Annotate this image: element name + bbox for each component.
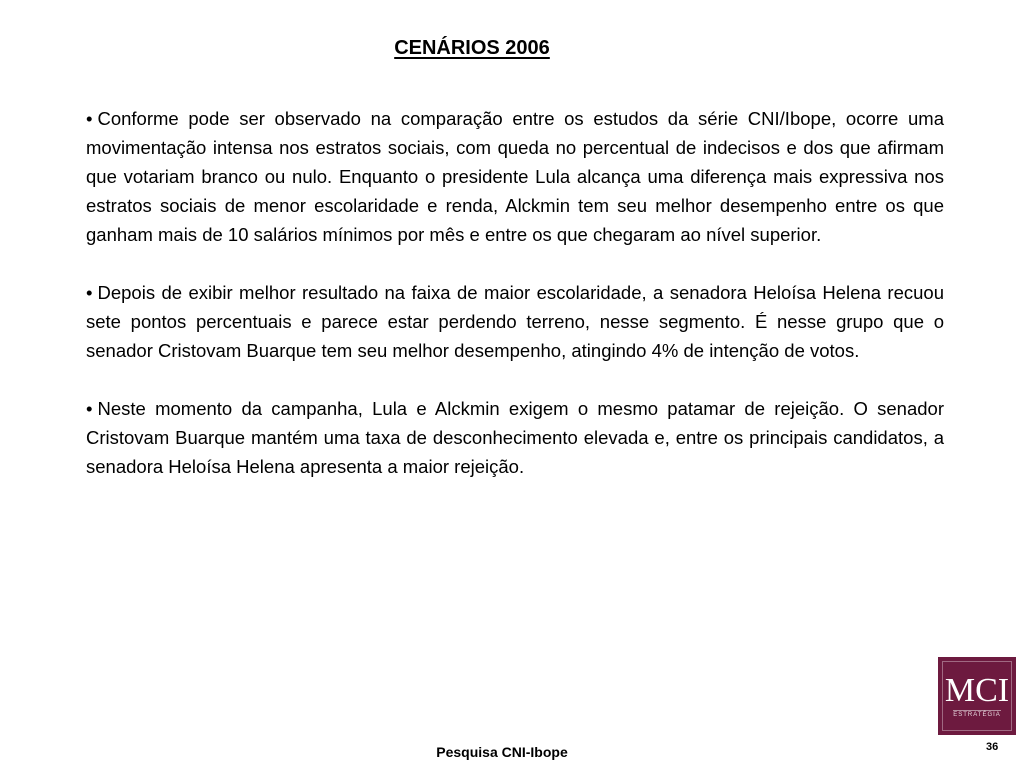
footer-source: Pesquisa CNI-Ibope	[436, 744, 568, 760]
bullet-icon: •	[86, 398, 93, 419]
logo-frame	[942, 661, 1012, 731]
bullet-paragraph-1	[86, 104, 944, 249]
logo-sub-text: ESTRATÉGIA	[953, 712, 1001, 718]
slide-title: CENÁRIOS 2006	[394, 37, 550, 59]
page-number: 36	[986, 741, 999, 753]
paragraph-text: Conforme pode ser observado na comparação entre os estudos da série CNI/Ibope, ocorre uma movimentação intensa nos estratos sociais, com queda no percentual de indecisos e dos que afirmam que votariam branco ou nulo. Enquanto o presidente Lula alcança uma diferença mais expressiva nos estratos sociais de menor escolaridade e renda, Alckmin tem seu melhor desempenho entre os que ganham mais de 10 salários mínimos por mês e entre os que chegaram ao nível superior.	[86, 108, 944, 245]
mci-logo	[938, 657, 1016, 735]
bullet-icon: •	[86, 282, 93, 303]
bullet-paragraph-2	[86, 278, 944, 365]
paragraph-text: Depois de exibir melhor resultado na faixa de maior escolaridade, a senadora Heloísa Helena recuou sete pontos percentuais e parece estar perdendo terreno, nesse segmento. É nesse grupo que o senador Cristovam Buarque tem seu melhor desempenho, atingindo 4% de intenção de votos.	[86, 282, 944, 361]
bullet-paragraph-3	[86, 394, 944, 481]
logo-main-text: MCI	[944, 672, 1010, 709]
bullet-icon: •	[86, 108, 93, 129]
paragraph-text: Neste momento da campanha, Lula e Alckmin exigem o mesmo patamar de rejeição. O senador Cristovam Buarque mantém uma taxa de desconhecimento elevada e, entre os principais candidatos, a senadora Heloísa Helena apresenta a maior rejeição.	[86, 398, 944, 477]
slide-body	[86, 104, 944, 510]
